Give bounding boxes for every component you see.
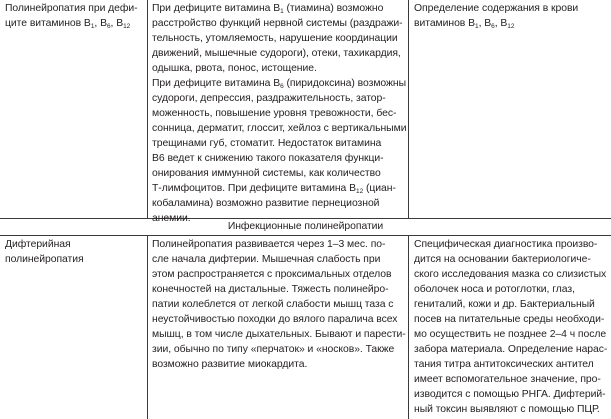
row1-condition-cell xyxy=(5,1,138,31)
row2-diagnostics-line: изводится с помощью РНГА. Дифтерий- xyxy=(414,389,606,400)
row1-diagnostics-line: витаминов $В_1$, $В_6$, $В_{12}$ xyxy=(414,18,515,30)
row2-description-line: возможно развитие миокардита. xyxy=(152,359,308,370)
row1-description-line: моженность, повышение уровня тревожности, бес- xyxy=(152,108,397,119)
row2-description-line: мышц, в том числе дыхательных. Бывают и парести- xyxy=(152,329,406,340)
row1-description-line: При дефиците витамина $В_6$ (пиридоксина) возможны xyxy=(152,78,407,90)
column-divider-1 xyxy=(147,0,148,218)
row1-condition-line: ците витаминов $В_1$, $В_6$, $В_{12}$ xyxy=(5,18,131,30)
row2-diagnostics-line: ный токсин выявляют с помощью ПЦР. xyxy=(414,404,600,415)
row2-diagnostics-line: Специфическая диагностика произво- xyxy=(414,239,598,250)
row2-description-line: зии, обычно по типу «перчаток» и «носков». Также xyxy=(152,344,395,355)
row1-description-line: сонница, дерматит, глоссит, хейлоз с вертикальными xyxy=(152,123,407,134)
row2-diagnostics-cell xyxy=(414,237,607,417)
row2-description-line: этом распространяется с проксимальных отделов xyxy=(152,269,392,280)
row2-description-line: Полинейропатия развивается через 1–3 мес. по- xyxy=(152,239,386,250)
column-divider-2-lower xyxy=(408,235,409,419)
row1-description-line: анемии. xyxy=(152,213,191,224)
row1-description-line: трещинами губ, стоматит. Недостаток витамина xyxy=(152,138,382,149)
row2-condition-line: Дифтерийная xyxy=(5,239,71,250)
row2-condition-line: полинейропатия xyxy=(5,254,84,265)
column-divider-1-lower xyxy=(147,235,148,419)
row2-diagnostics-line: имеет вспомогательное значение, про- xyxy=(414,374,601,385)
row2-description-cell xyxy=(152,237,406,372)
row2-diagnostics-line: гениталий, кожи и др. Бактериальный xyxy=(414,299,595,310)
row1-description-cell xyxy=(152,1,406,226)
row1-description-line: Т-лимфоцитов. При дефиците витамина $В_{12}$ (циан- xyxy=(152,183,396,195)
row2-diagnostics-line: мо осуществить не позднее 2–4 ч после xyxy=(414,329,607,340)
row2-description-line: сле начала дифтерии. Мышечная слабость при xyxy=(152,254,381,265)
row2-description-line: конечностей на дистальные. Тяжесть полинейро- xyxy=(152,284,389,295)
section-header: Инфекционные полинейропатии xyxy=(227,221,384,232)
row1-diagnostics-cell xyxy=(414,1,578,31)
row2-diagnostics-line: ского исследования мазка со слизистых xyxy=(414,269,607,280)
row2-diagnostics-line: оболочек носа и ротоглотки, глаз, xyxy=(414,284,575,295)
row2-diagnostics-line: посев на питательные среды необходи- xyxy=(414,314,605,325)
table-rule-header-bottom xyxy=(0,235,611,236)
row1-description-line: одышка, рвота, понос, истощение. xyxy=(152,63,317,74)
row1-condition-line: Полинейропатия при дефи- xyxy=(5,3,138,14)
column-divider-2 xyxy=(408,0,409,218)
row1-description-line: кобаламина) возможно развитие пернециозной xyxy=(152,198,380,209)
row1-description-line: движений, мышечные судороги), отеки, тахикардия, xyxy=(152,48,401,59)
row2-description-line: неустойчивостью походки до вялого паралича всех xyxy=(152,314,398,325)
row2-diagnostics-line: дится на основании бактериологиче- xyxy=(414,254,591,265)
row2-condition-cell xyxy=(5,237,84,267)
row1-description-line: расстройство функций нервной системы (раздражи- xyxy=(152,18,403,29)
row2-diagnostics-line: тания титра антитоксических антител xyxy=(414,359,594,370)
row2-diagnostics-line: забора материала. Определение нарас- xyxy=(414,344,608,355)
row1-description-line: онирования иммунной системы, как количество xyxy=(152,168,381,179)
row1-diagnostics-line: Определение содержания в крови xyxy=(414,3,579,14)
row1-description-line: судороги, депрессия, раздражительность, затор- xyxy=(152,93,386,104)
row1-description-line: При дефиците витамина $В_1$ (тиамина) возможно xyxy=(152,3,384,15)
row2-description-line: патии колеблется от легкой слабости мышц таза с xyxy=(152,299,394,310)
row1-description-line: тельность, утомляемость, нарушение координации xyxy=(152,33,398,44)
row1-description-line: В6 ведет к снижению такого показателя функци- xyxy=(152,153,384,164)
